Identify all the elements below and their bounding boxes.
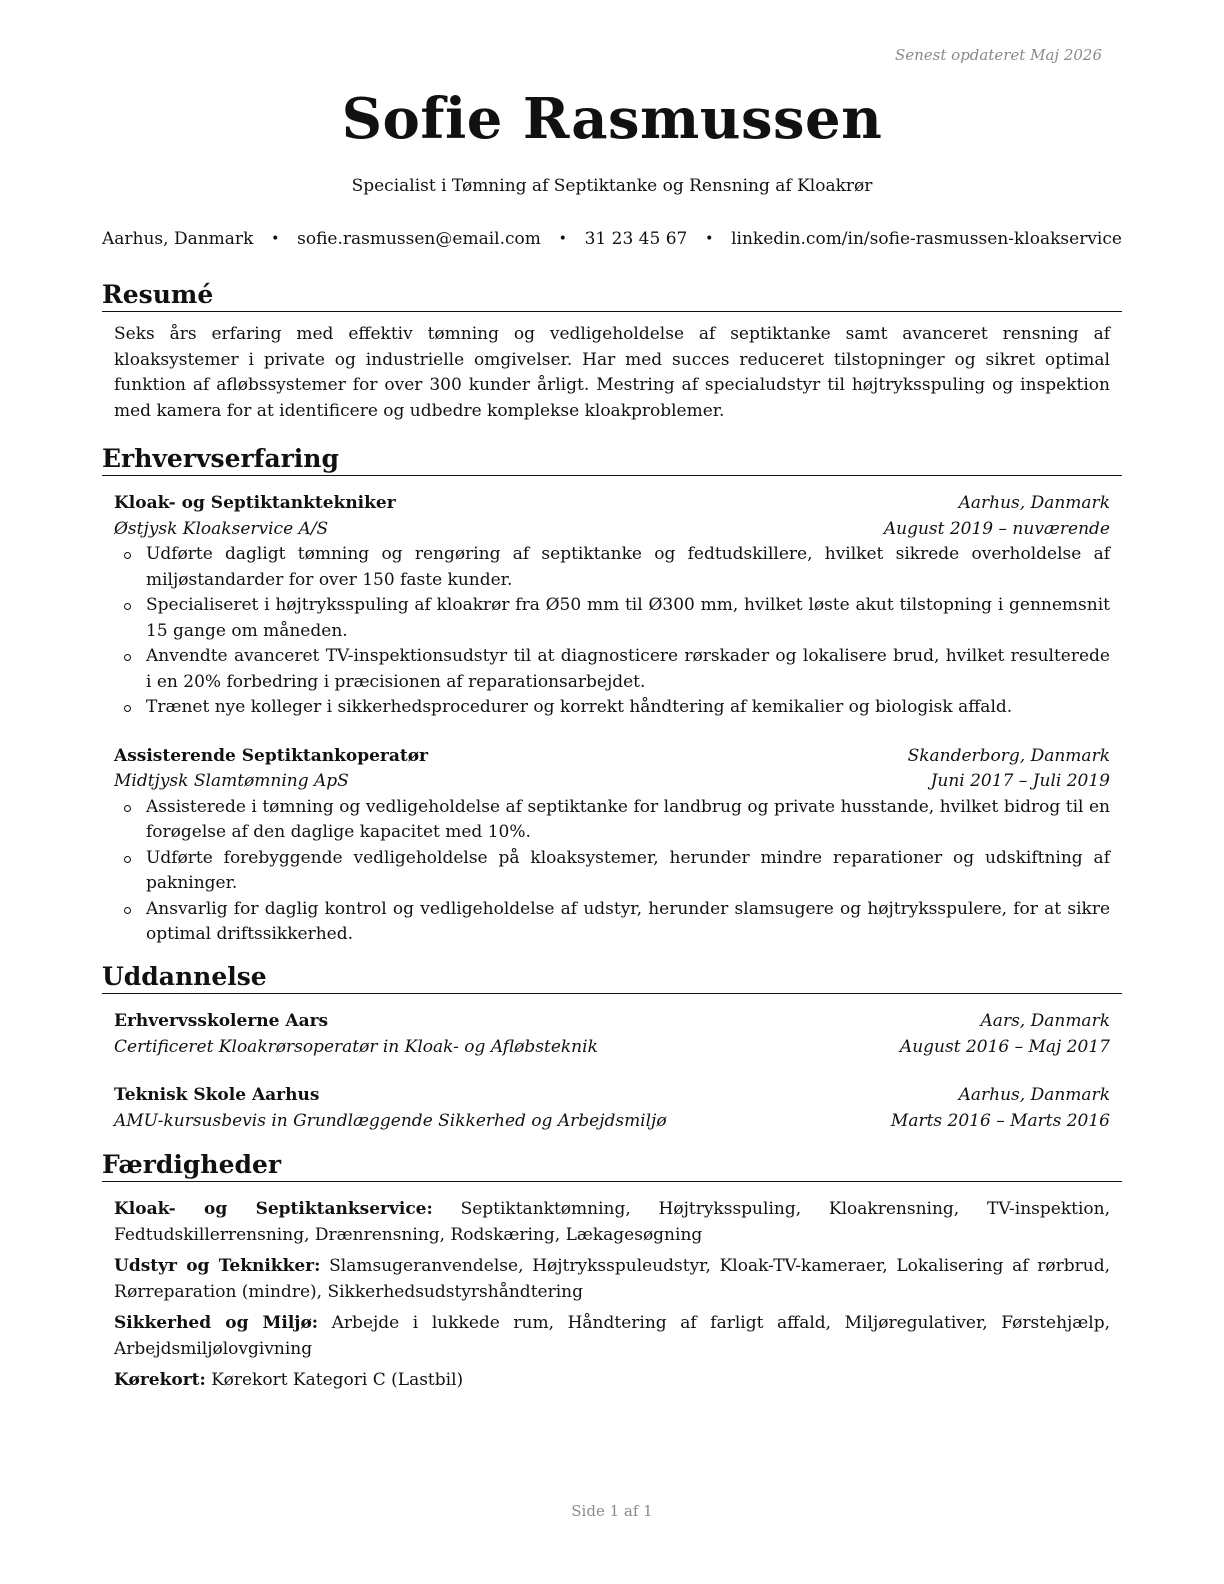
list-item: Udførte dagligt tømning og rengøring af septiktanke og fedtudskillere, hvilket sikrede overholdelse af miljøstandarder for over 150 faste kunder. [146, 542, 1110, 593]
skill-value: Septiktanktømning, Højtryksspuling, Kloakrensning, TV-inspektion, Fedtudskillerrensning, Drænrensning, Rodskæring, Lækagesøgning [114, 1199, 1110, 1245]
page-number: Side 1 af 1 [571, 1502, 653, 1520]
bullet-separator-icon: • [558, 231, 567, 247]
list-item: Udførte forebyggende vedligeholdelse på kloaksystemer, herunder mindre reparationer og udskiftning af pakninger. [146, 846, 1110, 897]
skill-value: Slamsugeranvendelse, Højtryksspuleudstyr, Kloak-TV-kameraer, Lokalisering af rørbrud, Rørreparation (mindre), Sikkerhedsudstyrshåndtering [114, 1256, 1110, 1302]
bullet-separator-icon: • [271, 231, 280, 247]
contact-location: Aarhus, Danmark [102, 229, 254, 249]
summary-section [102, 280, 1122, 424]
bullet-separator-icon: • [705, 231, 714, 247]
list-item: Ansvarlig for daglig kontrol og vedligeholdelse af udstyr, herunder slamsugere og højtryksspulere, for at sikre optimal driftssikkerhed. [146, 897, 1110, 948]
education-section [102, 962, 1122, 1134]
job-bullets [114, 542, 1110, 721]
contact-email[interactable]: sofie.rasmussen@email.com [297, 229, 541, 249]
skill-group [114, 1197, 1110, 1248]
school-name: Teknisk Skole Aarhus [114, 1085, 320, 1105]
contact-linkedin[interactable]: linkedin.com/in/sofie-rasmussen-kloakservice [731, 229, 1122, 249]
school-dates: Marts 2016 – Marts 2016 [890, 1110, 1110, 1131]
skill-label: Udstyr og Teknikker: [114, 1256, 321, 1276]
list-item: Trænet nye kolleger i sikkerhedsprocedurer og korrekt håndtering af kemikalier og biologisk affald. [146, 695, 1110, 721]
last-updated: Senest opdateret Maj 2026 [894, 46, 1102, 64]
section-heading-education: Uddannelse [102, 962, 1122, 994]
section-heading-experience: Erhvervserfaring [102, 444, 1122, 476]
skill-value: Arbejde i lukkede rum, Håndtering af farligt affald, Miljøregulativer, Førstehjælp, Arbejdsmiljølovgivning [114, 1313, 1110, 1359]
skill-label: Kørekort: [114, 1370, 206, 1390]
candidate-tagline: Specialist i Tømning af Septiktanke og Rensning af Kloakrør [351, 176, 873, 196]
candidate-name: Sofie Rasmussen [341, 86, 883, 152]
school-degree: AMU-kursusbevis in Grundlæggende Sikkerhed og Arbejdsmiljø [114, 1110, 667, 1131]
job-dates: August 2019 – nuværende [883, 518, 1110, 539]
skill-value: Kørekort Kategori C (Lastbil) [211, 1370, 464, 1390]
section-heading-summary: Resumé [102, 280, 1122, 312]
experience-section [102, 444, 1122, 948]
skill-group [114, 1254, 1110, 1305]
skill-group [114, 1311, 1110, 1362]
skill-label: Kloak- og Septiktankservice: [114, 1199, 433, 1219]
job-company: Østjysk Kloakservice A/S [114, 518, 329, 539]
job-title: Assisterende Septiktankoperatør [114, 745, 429, 766]
school-degree: Certificeret Kloakrørsoperatør in Kloak- og Afløbsteknik [114, 1036, 598, 1057]
summary-text: Seks års erfaring med effektiv tømning og vedligeholdelse af septiktanke samt avanceret rensning af kloaksystemer i private og industrielle omgivelser. Har med succes reduceret tilstopninger og sikret optimal funktion af afløbssystemer for over 300 kunder årligt. Mestring af specialudstyr til højtryksspuling og inspektion med kamera for at identificere og udbedre komplekse kloakproblemer. [114, 324, 1110, 421]
job-title: Kloak- og Septiktanktekniker [114, 493, 396, 513]
education-entry [114, 1009, 1110, 1060]
education-entry [114, 1083, 1110, 1134]
skill-group [114, 1368, 1110, 1394]
school-name: Erhvervsskolerne Aars [114, 1011, 329, 1031]
job-entry [114, 491, 1110, 721]
job-entry [114, 744, 1110, 948]
job-company: Midtjysk Slamtømning ApS [114, 771, 349, 791]
contact-line [102, 229, 1122, 249]
list-item: Assisterede i tømning og vedligeholdelse af septiktanke for landbrug og private husstande, hvilket bidrog til en forøgelse af den daglige kapacitet med 10%. [146, 795, 1110, 846]
list-item: Specialiseret i højtryksspuling af kloakrør fra Ø50 mm til Ø300 mm, hvilket løste akut tilstopning i gennemsnit 15 gange om måneden. [146, 593, 1110, 644]
skills-section [102, 1150, 1122, 1394]
list-item: Anvendte avanceret TV-inspektionsudstyr til at diagnosticere rørskader og lokalisere brud, hvilket resulterede i en 20% forbedring i præcisionen af reparationsarbejdet. [146, 644, 1110, 695]
job-dates: Juni 2017 – Juli 2019 [930, 771, 1110, 791]
school-location: Aarhus, Danmark [958, 1085, 1110, 1105]
school-dates: August 2016 – Maj 2017 [899, 1036, 1110, 1057]
job-bullets [114, 795, 1110, 948]
job-location: Skanderborg, Danmark [907, 745, 1110, 766]
section-heading-skills: Færdigheder [102, 1150, 1122, 1182]
school-location: Aars, Danmark [980, 1011, 1110, 1031]
skill-label: Sikkerhed og Miljø: [114, 1313, 319, 1333]
contact-phone[interactable]: 31 23 45 67 [584, 229, 688, 249]
job-location: Aarhus, Danmark [958, 493, 1110, 513]
